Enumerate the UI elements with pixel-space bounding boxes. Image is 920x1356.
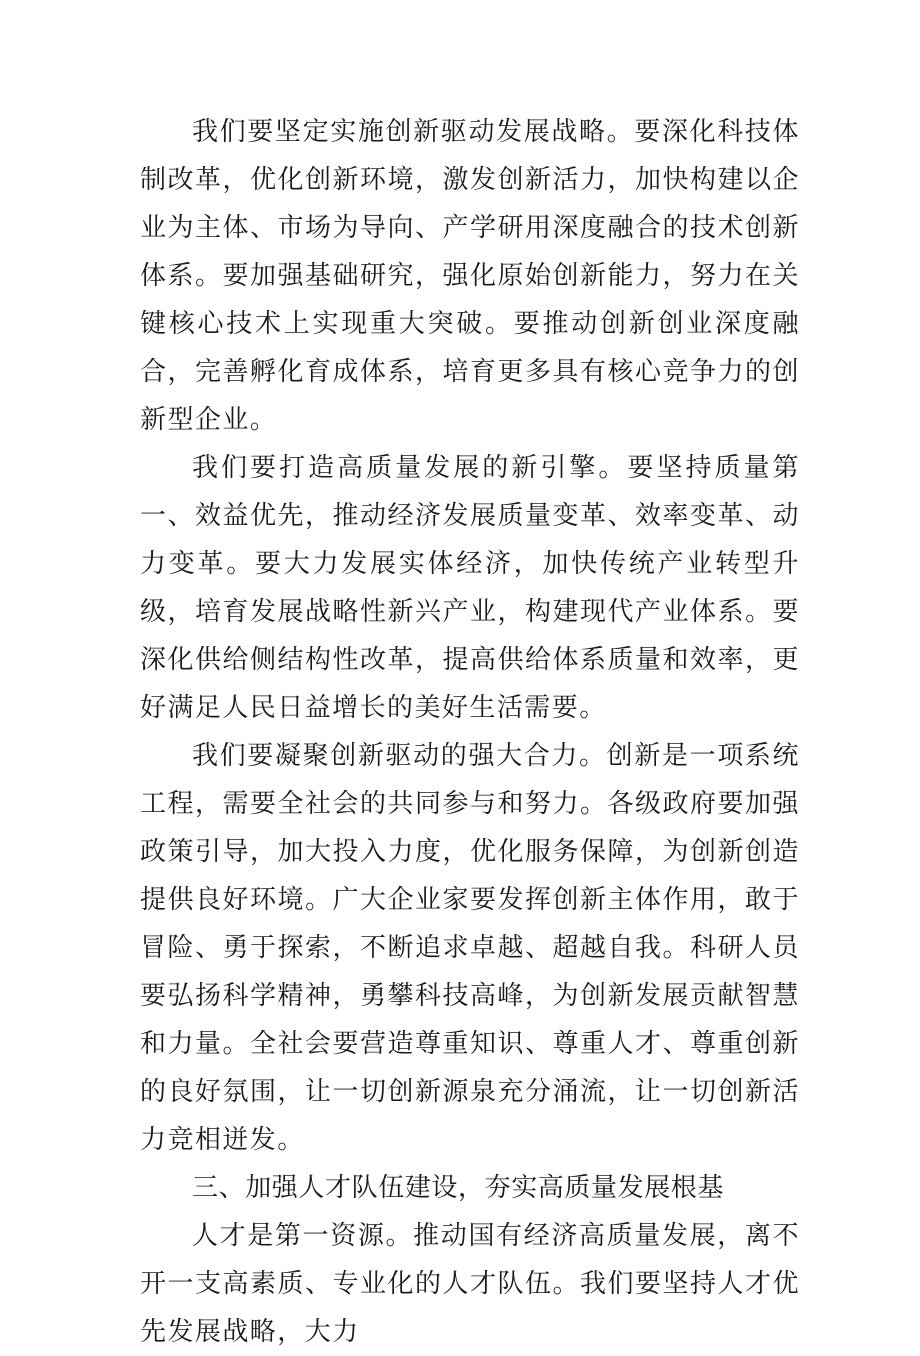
paragraph-joint-force: 我们要凝聚创新驱动的强大合力。创新是一项系统工程，需要全社会的共同参与和努力。各级政府要加强政策引导，加大投入力度，优化服务保障，为创新创造提供良好环境。广大企业家要发挥创新主体作用，敢于冒险、勇于探索，不断追求卓越、超越自我。科研人员要弘扬科学精神，勇攀科技高峰，为创新发展贡献智慧和力量。全社会要营造尊重知识、尊重人才、尊重创新的良好氛围，让一切创新源泉充分涌流，让一切创新活力竞相迸发。 (140, 741, 800, 1155)
section-heading: 三、加强人才队伍建设，夯实高质量发展根基 (192, 1173, 725, 1203)
paragraph-innovation-strategy: 我们要坚定实施创新驱动发展战略。要深化科技体制改革，优化创新环境，激发创新活力，加快构建以企业为主体、市场为导向、产学研用深度融合的技术创新体系。要加强基础研究，强化原始创新能力，努力在关键核心技术上实现重大突破。要推动创新创业深度融合，完善孵化育成体系，培育更多具有核心竞争力的创新型企业。 (140, 117, 800, 435)
paragraph-talent: 人才是第一资源。推动国有经济高质量发展，离不开一支高素质、专业化的人才队伍。我们要坚持人才优先发展战略，大力 (140, 1221, 800, 1347)
paragraph-new-engine: 我们要打造高质量发展的新引擎。要坚持质量第一、效益优先，推动经济发展质量变革、效率变革、动力变革。要大力发展实体经济，加快传统产业转型升级，培育发展战略性新兴产业，构建现代产业体系。要深化供给侧结构性改革，提高供给体系质量和效率，更好满足人民日益增长的美好生活需要。 (140, 453, 800, 723)
document-body (140, 108, 800, 1356)
